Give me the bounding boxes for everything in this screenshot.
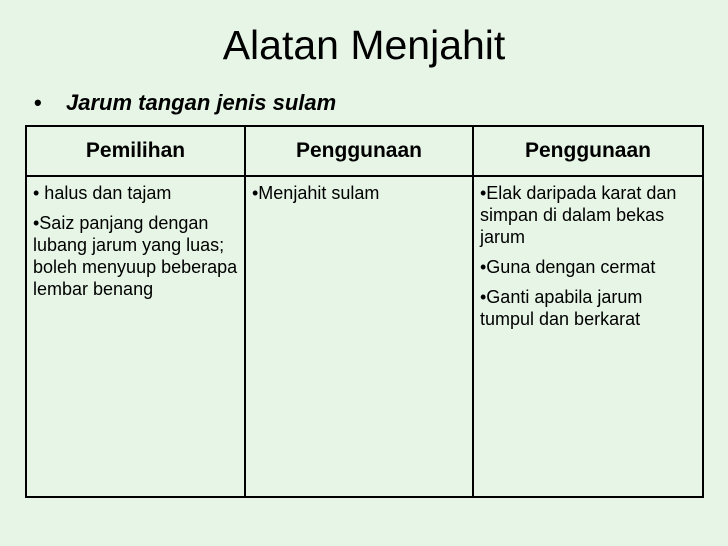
table-row [26,176,703,497]
list-item: •Menjahit sulam [252,183,380,203]
sewing-tool-table [25,125,704,498]
header-pemilihan: Pemilihan [26,126,245,176]
bullet-text: Jarum tangan jenis sulam [66,90,337,115]
header-penggunaan-1: Penggunaan [245,126,473,176]
list-item: •Guna dengan cermat [480,257,656,277]
cell-pemilihan [26,176,245,497]
list-item: • halus dan tajam [33,183,172,203]
slide-title: Alatan Menjahit [222,22,506,68]
cell-penggunaan-1 [245,176,473,497]
cell-penggunaan-2 [473,176,703,497]
list-item: •Elak daripada karat dan simpan di dalam bekas jarum [480,183,677,247]
bullet-line [34,88,336,118]
bullet-marker: • [34,90,42,115]
header-penggunaan-2: Penggunaan [473,126,703,176]
list-item: •Ganti apabila jarum tumpul dan berkarat [480,287,643,329]
list-item: •Saiz panjang dengan lubang jarum yang luas; boleh menyuup beberapa lembar benang [33,213,238,299]
table-header-row [26,126,703,176]
